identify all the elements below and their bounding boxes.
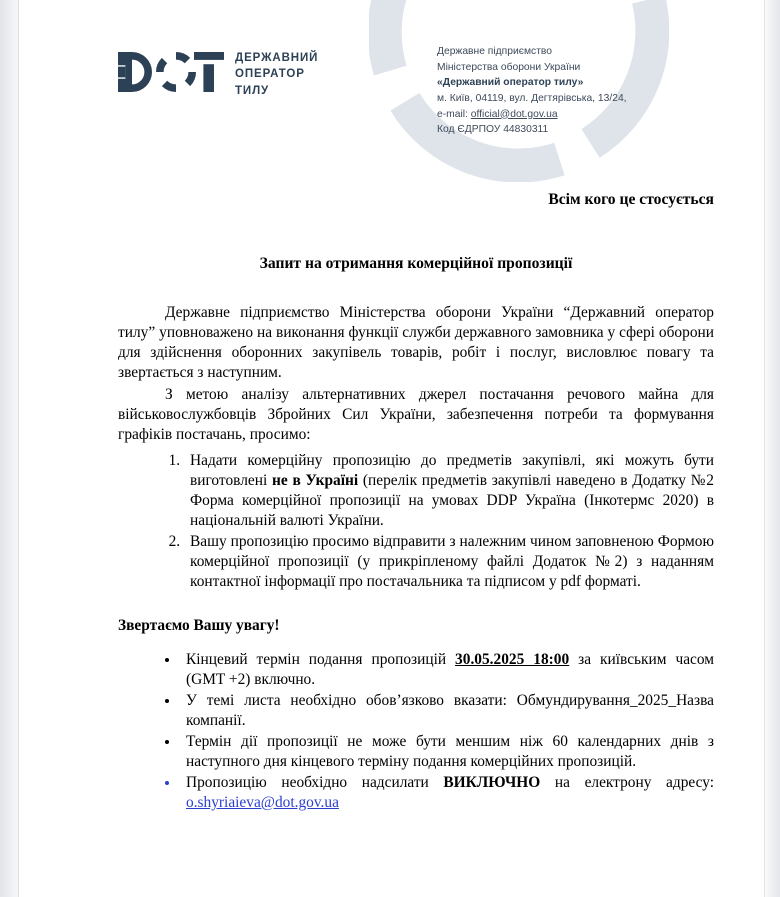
contact-edrpou: Код ЄДРПОУ 44830311 <box>437 124 549 136</box>
request-2-text: Вашу пропозицію просимо відправити з належним чином заповненою Формою комерційної пропозиції (у прикріпленому файлі Додаток №2) з наданням контактної інформації про постачальника та підписом у pdf форматі. <box>190 532 714 590</box>
contact-email-row <box>437 107 627 123</box>
bullet-4-text-part2: на електрону адресу: <box>540 773 715 791</box>
contact-address: м. Київ, 04119, вул. Дегтярівська, 13/24, <box>437 92 627 104</box>
page-gutter-left <box>0 0 19 897</box>
bullet-1-text-part2: за київським часом (GMT +2) включно. <box>186 650 715 688</box>
contact-email-label: e-mail: <box>437 108 468 120</box>
brand-tagline-line-3: ТИЛУ <box>235 84 270 97</box>
request-1-text-part2: (перелік предметів закупівлі наведено в Додатку №2 Форма комерційної пропозиції на умовах DDP Україна (Інкотермс 2020) в національній валюті України. <box>190 471 714 529</box>
request-1-emphasis: не в Україні <box>272 471 359 489</box>
bullet-2-text: У темі листа необхідно обов’язково вказати: Обмундирування_2025_Назва компанії. <box>186 691 714 729</box>
document-body <box>118 190 714 814</box>
brand-tagline-line-1: ДЕРЖАВНИЙ <box>235 52 319 64</box>
brand-tagline <box>235 50 318 99</box>
numbered-request-list <box>118 451 714 592</box>
brand-logo <box>118 50 318 99</box>
attention-heading: Звертаємо Вашу увагу! <box>118 616 280 634</box>
bullet-4-emphasis: ВИКЛЮЧНО <box>443 773 541 791</box>
list-item <box>184 451 714 531</box>
list-item <box>184 532 714 592</box>
page-gutter-right <box>764 0 780 897</box>
contact-email-link[interactable]: official@dot.gov.ua <box>470 108 558 120</box>
list-item <box>180 773 714 813</box>
submission-deadline: 30.05.2025 18:00 <box>455 650 570 668</box>
addressee-line: Всім кого це стосується <box>548 191 714 208</box>
list-item <box>180 732 714 772</box>
request-1-text-part1: Надати комерційну пропозицію до предметів закупівлі, які можуть бути виготовлені <box>190 451 714 489</box>
submission-email-link[interactable]: o.shyriaieva@dot.gov.ua <box>186 793 339 811</box>
contact-block <box>437 44 627 138</box>
letterhead <box>19 0 764 170</box>
page-sheet <box>19 0 764 897</box>
paragraph-purpose: З метою аналізу альтернативних джерел постачання речового майна для військовослужбовців Збройних Сил України, забезпечення потреби та формування графіків постачань, просимо: <box>118 385 714 443</box>
brand-tagline-line-2: ОПЕРАТОР <box>235 68 305 81</box>
bullet-1-text-part1: Кінцевий термін подання пропозицій <box>186 650 456 668</box>
dot-logo-icon <box>118 52 224 97</box>
list-item <box>180 650 714 690</box>
contact-org-name: «Державний оператор тилу» <box>437 77 584 89</box>
list-item <box>180 691 714 731</box>
document-title: Запит на отримання комерційної пропозиції <box>259 255 573 273</box>
bullet-4-text-part1: Пропозицію необхідно надсилати <box>186 773 444 791</box>
contact-line-2: Міністерства оборони України <box>437 61 581 73</box>
attention-bullet-list <box>118 650 714 813</box>
bullet-3-text: Термін дії пропозиції не може бути меншим ніж 60 календарних днів з наступного дня кінцевого терміну подання комерційних пропозицій. <box>186 732 714 770</box>
contact-line-1: Державне підприємство <box>437 46 552 57</box>
paragraph-intro: Державне підприємство Міністерства оборони України “Державний оператор тилу” уповноважено на виконання функції служби державного замовника у сфері оборони для здійснення оборонних закупівель товарів, робіт і послуг, висловлює повагу та звертається з наступним. <box>118 303 714 381</box>
